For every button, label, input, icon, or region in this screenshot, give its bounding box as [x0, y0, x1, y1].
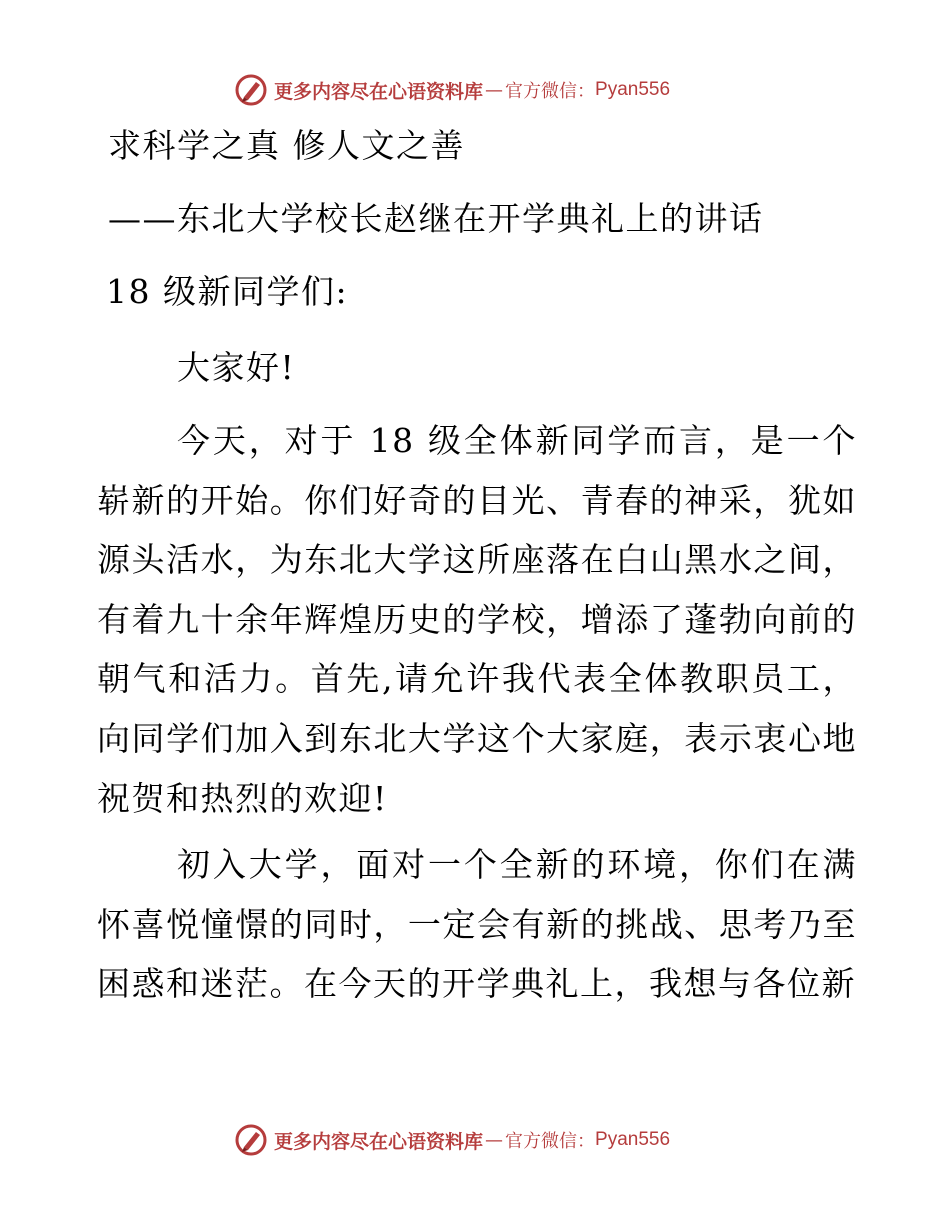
salutation: 18 级新同学们: — [106, 272, 349, 311]
pen-logo-icon — [234, 1123, 268, 1157]
header-watermark — [234, 72, 670, 108]
watermark-sub: 官方微信： — [505, 81, 596, 102]
watermark-text: 更多内容尽在心语资料库 — [274, 1130, 484, 1153]
watermark-dash: — — [485, 1129, 504, 1151]
footer-watermark — [234, 1122, 670, 1158]
document-title: 求科学之真 修人文之善 — [108, 126, 465, 165]
watermark-text: 更多内容尽在心语资料库 — [274, 80, 484, 103]
watermark-sub: 官方微信： — [505, 1131, 596, 1152]
watermark-dash: — — [485, 79, 504, 101]
greeting: 大家好! — [177, 348, 296, 387]
watermark-id: Pyan556 — [595, 1129, 671, 1150]
paragraph-1: 今天，对于 18 级全体新同学而言，是一个崭新的开始。你们好奇的目光、青春的神采，犹如源头活水，为东北大学这所座落在白山黑水之间，有着九十余年辉煌历史的学校，增添了蓬勃向前的朝气和活力。首先,请允许我代表全体教职员工，向同学们加入到东北大学这个大家庭，表示衷心地祝贺和热烈的欢迎! — [97, 421, 857, 818]
document-subtitle: ——东北大学校长赵继在开学典礼上的讲话 — [108, 199, 764, 238]
watermark-id: Pyan556 — [595, 79, 671, 100]
paragraph-2: 初入大学，面对一个全新的环境，你们在满怀喜悦憧憬的同时，一定会有新的挑战、思考乃至困惑和迷茫。在今天的开学典礼上，我想与各位新 — [97, 845, 857, 1004]
pen-logo-icon — [234, 73, 268, 107]
